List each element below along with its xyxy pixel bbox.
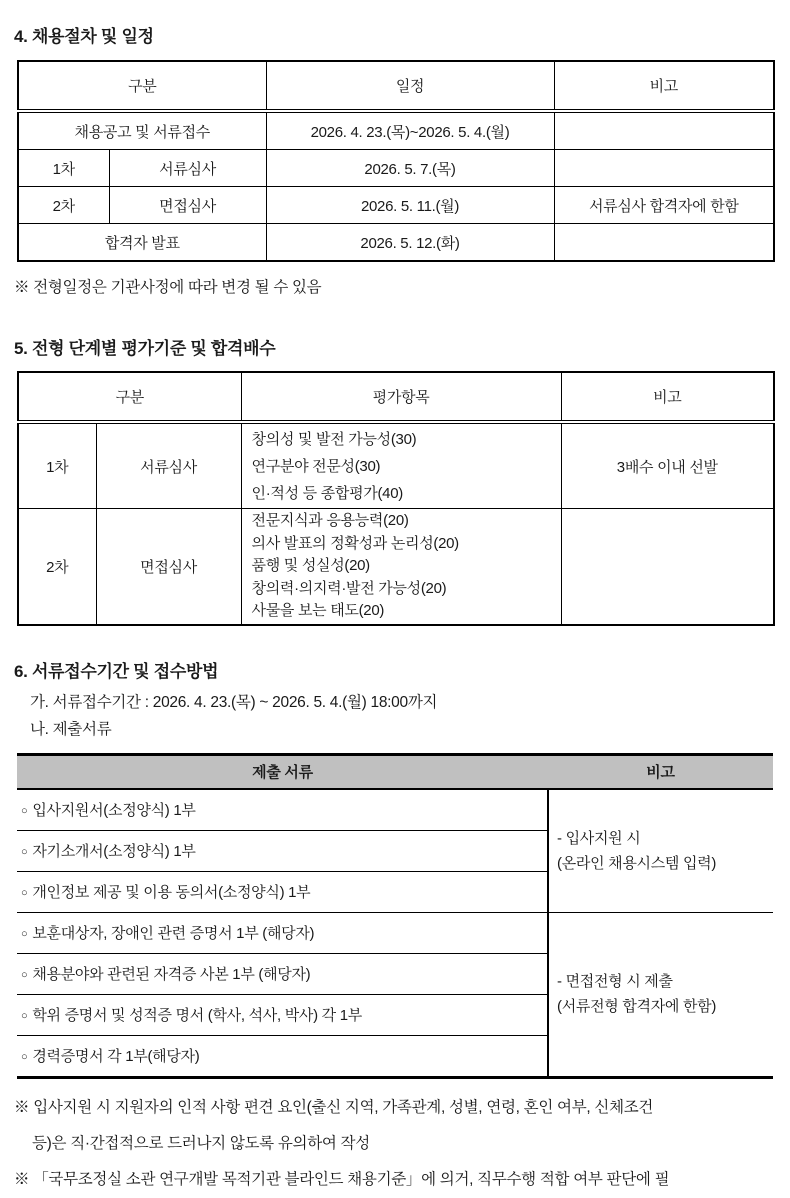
header-category: 구분 [18,61,266,111]
circle-bullet-icon: ○ [21,887,28,899]
table-row [18,150,774,187]
note-line: - 입사지원 시 [557,829,641,847]
category-cell: 서류심사 [96,422,241,509]
document-item [17,830,548,871]
schedule-change-footnote: ※ 전형일정은 기관사정에 따라 변경 될 수 있음 [14,279,322,296]
footnote-bias-line2: 등)은 직·간접적으로 드러나지 않도록 유의하여 작성 [32,1134,370,1152]
criteria-cell [241,422,561,509]
stage-cell: 2차 [18,509,96,625]
table-header-row [17,754,773,789]
circle-bullet-icon: ○ [21,969,28,981]
note-cell [554,150,774,187]
footnote-blind-standard: ※ 「국무조정실 소관 연구개발 목적기관 블라인드 채용기준」에 의거, 직무수행 적합 여부 판단에 필 [14,1170,670,1188]
schedule-cell: 2026. 4. 23.(목)~2026. 5. 4.(월) [266,111,554,150]
document-item-label: 입사지원서(소정양식) 1부 [32,802,196,819]
note-cell: 3배수 이내 선발 [561,422,774,509]
document-item-label: 경력증명서 각 1부(해당자) [32,1048,200,1065]
document-item-label: 개인정보 제공 및 이용 동의서(소정양식) 1부 [32,884,311,901]
header-note: 비고 [561,372,774,422]
note-cell [561,509,774,625]
circle-bullet-icon: ○ [21,928,28,940]
table-row [17,912,773,953]
header-note: 비고 [548,754,773,789]
document-item [17,789,548,831]
document-item-label: 채용분야와 관련된 자격증 사본 1부 (해당자) [32,966,311,983]
criteria-line: 의사 발표의 정확성과 논리성(20) [251,534,459,552]
table-header-row [18,61,774,111]
document-item [17,1035,548,1077]
document-item-label: 학위 증명서 및 성적증 명서 (학사, 석사, 박사) 각 1부 [32,1007,362,1024]
table-header-row [18,372,774,422]
note-line: - 면접전형 시 제출 [557,973,673,990]
section5-title: 5. 전형 단계별 평가기준 및 합격배수 [14,339,276,358]
table-row [18,422,774,509]
table-row [18,224,774,262]
schedule-cell: 2026. 5. 12.(화) [266,224,554,262]
criteria-cell [241,509,561,625]
recruitment-schedule-table [17,60,775,262]
footnote-bias-line1: ※ 입사지원 시 지원자의 인적 사항 편견 요인(출신 지역, 가족관계, 성별, 연령, 혼인 여부, 신체조건 [14,1098,654,1116]
category-cell: 채용공고 및 서류접수 [18,111,266,150]
document-item-label: 자기소개서(소정양식) 1부 [32,843,196,860]
header-note: 비고 [554,61,774,111]
submission-documents-table [17,753,773,1079]
submission-documents-line: 나. 제출서류 [30,720,112,738]
criteria-line: 인·적성 등 종합평가(40) [251,484,403,502]
evaluation-criteria-table [17,371,775,626]
header-documents: 제출 서류 [17,754,548,789]
category-cell: 합격자 발표 [18,224,266,262]
criteria-line: 품행 및 성실성(20) [251,557,370,574]
circle-bullet-icon: ○ [21,1051,28,1063]
document-item-label: 보훈대상자, 장애인 관련 증명서 1부 (해당자) [32,925,315,942]
document-item [17,871,548,912]
criteria-line: 창의력·의지력·발전 가능성(20) [251,579,447,597]
document-item [17,994,548,1035]
category-cell: 면접심사 [96,509,241,625]
category-cell: 서류심사 [109,150,266,187]
note-line: (서류전형 합격자에 한함) [557,998,717,1015]
note-cell-application [548,789,773,913]
note-cell-interview [548,912,773,1077]
submission-period-line: 가. 서류접수기간 : 2026. 4. 23.(목) ~ 2026. 5. 4.(월) 18:00까지 [30,693,438,711]
stage-cell: 1차 [18,422,96,509]
header-schedule: 일정 [266,61,554,111]
circle-bullet-icon: ○ [21,1010,28,1022]
stage-cell: 2차 [18,187,109,224]
document-item [17,953,548,994]
schedule-cell: 2026. 5. 11.(월) [266,187,554,224]
table-row [17,789,773,831]
note-cell [554,224,774,262]
table-row [18,187,774,224]
note-line: (온라인 채용시스템 입력) [557,854,717,872]
note-cell [554,111,774,150]
schedule-cell: 2026. 5. 7.(목) [266,150,554,187]
criteria-line: 전문지식과 응용능력(20) [251,512,409,529]
header-category: 구분 [18,372,241,422]
criteria-line: 사물을 보는 태도(20) [251,602,385,619]
table-row [18,111,774,150]
section6-title: 6. 서류접수기간 및 접수방법 [14,661,219,681]
criteria-line: 창의성 및 발전 가능성(30) [251,430,417,448]
document-item [17,912,548,953]
table-row [18,509,774,625]
footnotes-block [14,1090,773,1198]
section4-title: 4. 채용절차 및 일정 [14,27,154,46]
header-criteria: 평가항목 [241,372,561,422]
circle-bullet-icon: ○ [21,846,28,858]
stage-cell: 1차 [18,150,109,187]
category-cell: 면접심사 [109,187,266,224]
circle-bullet-icon: ○ [21,805,28,817]
criteria-line: 연구분야 전문성(30) [251,457,381,475]
note-cell: 서류심사 합격자에 한함 [554,187,774,224]
